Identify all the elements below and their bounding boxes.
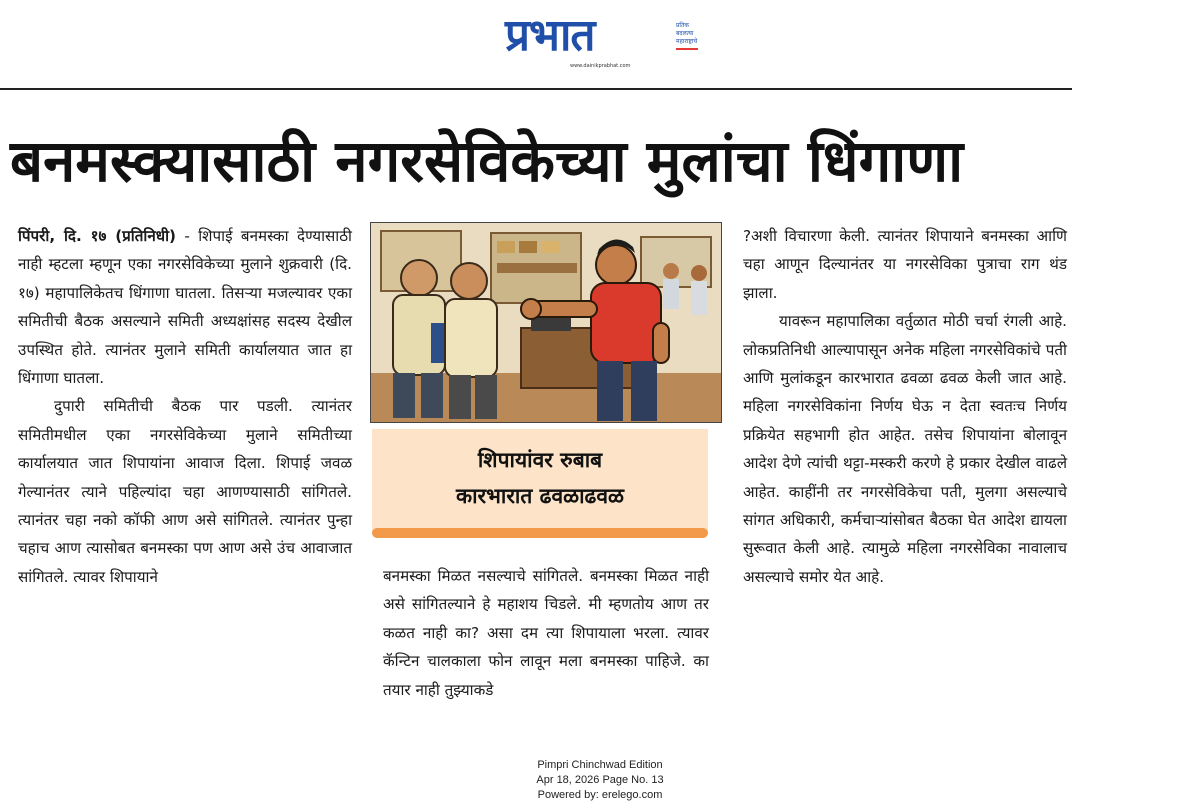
article-column-left — [18, 222, 352, 591]
subhead-line-2: कारभारात ढवळाढवळ — [455, 484, 625, 508]
office-confrontation-illustration — [371, 223, 722, 423]
edition-label: Pimpri Chinchwad Edition — [537, 759, 663, 771]
article-headline: बनमस्क्यासाठी नगरसेविकेच्या मुलांचा धिंगाणा — [10, 127, 964, 195]
date-page-label: Apr 18, 2026 Page No. 13 — [536, 774, 664, 786]
site-url: www.dainikprabhat.com — [570, 63, 631, 69]
logo-tagline: प्रतिक बदलत्या महाराष्ट्राचे — [676, 22, 698, 45]
dateline: पिंपरी, दि. १७ (प्रतिनिधी) — [18, 227, 176, 245]
page-footer — [460, 758, 740, 803]
article-illustration — [370, 222, 722, 423]
powered-by-label: Powered by: erelego.com — [537, 789, 663, 801]
masthead-divider — [0, 88, 1072, 90]
masthead — [0, 0, 1200, 88]
article-paragraph: ?अशी विचारणा केली. त्यानंतर शिपायाने बनमस्का आणि चहा आणून दिल्यानंतर या नगरसेविका पुत्राचा राग थंड झाला. — [743, 227, 1067, 302]
article-column-right — [743, 222, 1067, 591]
article-paragraph: दुपारी समितीची बैठक पार पडली. त्यानंतर समितीमधील एका नगरसेविकेच्या मुलाने समितीच्या कार्यालयात जात शिपायांना आवाज दिला. शिपाई जवळ गेल्यानंतर त्याने पहिल्यांदा चहा आणण्यासाठी सांगितले. त्यानंतर चहा नको कॉफी आण असे सांगितले. त्यानंतर पुन्हा चहाच आण त्यासोबत बनमस्का पण आण असे उंच आवाजात सांगितले. त्यावर शिपायाने — [18, 397, 352, 586]
subhead-box — [372, 429, 708, 533]
article-paragraph: यावरून महापालिका वर्तुळात मोठी चर्चा रंगली आहे. लोकप्रतिनिधी आल्यापासून अनेक महिला नगरसेविकांचे पती आणि मुलांकडून कारभारात ढवळा ढवळ केली जात आहे. महिला नगरसेविकांना निर्णय घेऊ न देता स्वतःच निर्णय प्रक्रियेत सहभागी होत आहेत. तसेच शिपायांना बोलावून आदेश देणे त्यांची थट्टा-मस्करी करणे हे प्रकार देखील वाढले आहेत. काहींनी तर नगरसेविकेचा पती, मुलगा असल्याचे सांगत अधिकारी, कर्मचाऱ्यांसोबत बैठका घेत आदेश द्यायला सुरूवात केली आहे. त्यामुळे महिला नगरसेविका नावालाच असल्याचे समोर येत आहे. — [743, 312, 1067, 586]
article-paragraph: पिंपरी, दि. १७ (प्रतिनिधी) - शिपाई बनमस्का देण्यासाठी नाही म्हटला म्हणून एका नगरसेविकेच्या मुलाने शुक्रवारी (दि. १७) महापालिकेतच धिंगाणा घातला. तिसऱ्या मजल्यावर एका समितीची बैठक असल्याने समिती अध्यक्षांसह सदस्य देखील उपस्थित होते. त्यानंतर मुलाने समिती कार्यालयात जात हा धिंगाणा घातला. — [18, 227, 352, 388]
article-column-middle — [383, 562, 709, 704]
subhead-accent-bar — [372, 528, 708, 538]
subhead-line-1: शिपायांवर रुबाब — [477, 448, 603, 472]
newspaper-logo: प्रभात — [505, 10, 595, 61]
article-paragraph: बनमस्का मिळत नसल्याचे सांगितले. बनमस्का मिळत नाही असे सांगितल्याने हे महाशय चिडले. मी म्हणतोय आण तर कळत नाही का? असा दम त्या शिपायाला भरला. त्यावर कॅन्टिन चालकाला फोन लावून मला बनमस्का पाहिजे. का तयार नाही तुझ्याकडे — [383, 567, 709, 699]
tagline-underline — [676, 48, 698, 50]
